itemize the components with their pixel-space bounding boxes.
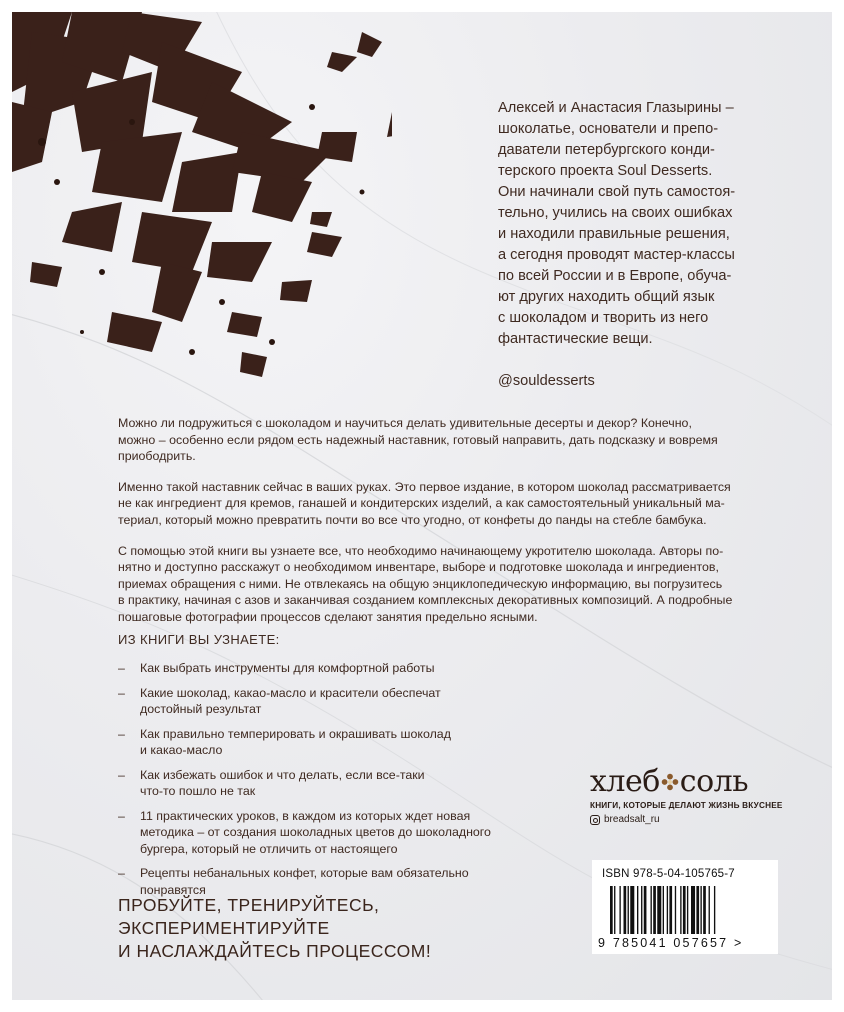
list-item — [118, 660, 498, 677]
list-item — [118, 808, 498, 858]
text-line: нятно и доступно расскажут о необходимом инвентаре, выборе и подготовке шоколада и ингредиентов, — [118, 560, 719, 575]
list-item-text: бургера, который не отличить от настоящего — [140, 841, 398, 856]
barcode-digits: 9 785041 057657 > — [598, 936, 744, 950]
bio-line: и находили правильные решения, — [498, 226, 730, 242]
list-item-text: что-то пошло не так — [140, 784, 256, 798]
list-item — [118, 685, 498, 718]
paragraph-1 — [118, 415, 778, 465]
list-item-text: методика – от создания шоколадных цветов до шоколадного — [140, 825, 491, 839]
list-item-text: 11 практических уроков, в каждом из которых ждет новая — [140, 808, 471, 823]
list-item-text: Как выбрать инструменты для комфортной работы — [140, 661, 435, 675]
list-item-text: Как избежать ошибок и что делать, если все-таки — [140, 767, 425, 782]
publisher-tagline: КНИГИ, КОТОРЫЕ ДЕЛАЮТ ЖИЗНЬ ВКУСНЕЕ — [590, 801, 783, 810]
instagram-icon — [590, 815, 600, 825]
list-item-text: Какие шоколад, какао-масло и красители обеспечат — [140, 685, 441, 700]
bio-line: даватели петербургского конди- — [498, 142, 715, 158]
text-line: Можно ли подружиться с шоколадом и научиться делать удивительные десерты и декор? Конечно, — [118, 416, 692, 430]
list-item-text: Как правильно темперировать и окрашивать шоколад — [140, 726, 451, 741]
paragraph-2 — [118, 479, 778, 529]
author-handle: @souldesserts — [498, 373, 595, 389]
dash-marker: – — [118, 808, 125, 823]
bio-line: ют других находить общий язык — [498, 289, 715, 305]
brand-left: хлеб — [590, 764, 660, 799]
isbn-text: ISBN 978-5-04-105765-7 — [602, 868, 735, 880]
bio-line: Алексей и Анастасия Глазырины – — [498, 100, 734, 116]
bio-line: Они начинали свой путь самостоя- — [498, 184, 736, 200]
dash-marker: – — [118, 726, 125, 741]
bio-line: шоколатье, основатели и препо- — [498, 121, 719, 137]
text-line: приемах обращения с ними. Не отвлекаясь на общую энциклопедическую информацию, вы погрузитесь — [118, 576, 723, 591]
dash-marker: – — [118, 866, 125, 880]
text-line: Именно такой наставник сейчас в ваших руках. Это первое издание, в котором шоколад рассматривается — [118, 479, 731, 494]
paragraph-3 — [118, 543, 778, 626]
slogan-line: ПРОБУЙТЕ, ТРЕНИРУЙТЕСЬ, ЭКСПЕРИМЕНТИРУЙТЕ — [118, 895, 380, 938]
learn-list — [118, 660, 498, 906]
dash-marker: – — [118, 767, 125, 782]
dash-marker: – — [118, 685, 125, 700]
barcode-block — [592, 860, 778, 954]
bio-line: с шоколадом и творить из него — [498, 310, 709, 326]
list-item-text: Рецепты небанальных конфет, которые вам обязательно — [140, 866, 469, 880]
description — [118, 415, 778, 640]
slogan-line: И НАСЛАЖДАЙТЕСЬ ПРОЦЕССОМ! — [118, 941, 432, 961]
author-bio — [498, 98, 798, 392]
text-line: С помощью этой книги вы узнаете все, что необходимо начинающему укротителю шоколада. Авторы по- — [118, 543, 724, 558]
text-line: териал, который можно превратить почти во все что угодно, от конфеты до панды на стебле бамбука. — [118, 512, 707, 527]
list-item-text: достойный результат — [140, 702, 262, 716]
barcode — [610, 886, 762, 936]
bio-line: а сегодня проводят мастер-классы — [498, 247, 735, 263]
text-line: можно – особенно если рядом есть надежный наставник, готовый направить, дать подсказку и вовремя — [118, 432, 718, 447]
slogan — [118, 894, 588, 963]
text-line: приободрить. — [118, 449, 196, 464]
bio-line: терского проекта Soul Desserts. — [498, 163, 713, 179]
list-item-text: понравятся — [140, 882, 206, 897]
text-line: пошаговые фотографии процессов сделают занятия предельно ясными. — [118, 609, 538, 624]
text-line: в практику, начиная с азов и заканчивая созданием комплексных декоративных композиций. А подробные — [118, 593, 733, 608]
flower-icon — [661, 773, 679, 791]
list-item — [118, 726, 498, 759]
dash-marker: – — [118, 661, 125, 675]
publisher-instagram — [590, 814, 790, 825]
instagram-handle: breadsalt_ru — [604, 814, 660, 825]
publisher-brand — [590, 764, 790, 799]
text-line: не как ингредиент для кремов, ганашей и кондитерских изделий, а как самостоятельный уникальный ма- — [118, 496, 725, 511]
list-heading: ИЗ КНИГИ ВЫ УЗНАЕТЕ: — [118, 632, 280, 647]
book-back-cover — [12, 12, 832, 1000]
bio-line: тельно, учились на своих ошибках — [498, 205, 733, 221]
chocolate-shards-illustration — [12, 12, 392, 392]
author-bio-text — [498, 98, 798, 350]
bio-line: по всей России и в Европе, обуча- — [498, 268, 732, 284]
publisher-logo — [590, 764, 790, 825]
bio-line: фантастические вещи. — [498, 331, 653, 347]
brand-right: соль — [679, 764, 749, 799]
list-item-text: и какао-масло — [140, 743, 223, 757]
list-item — [118, 767, 498, 800]
